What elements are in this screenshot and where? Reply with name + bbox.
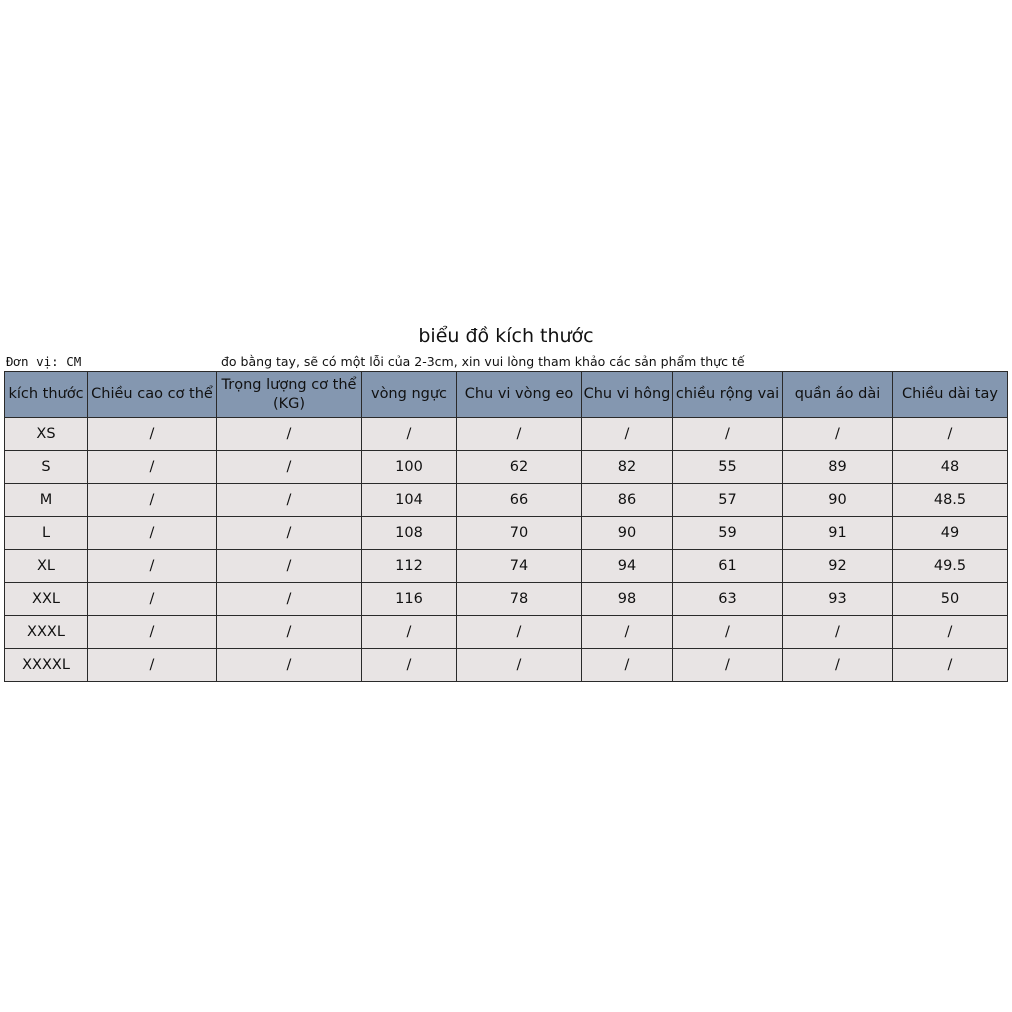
table-header-row: [5, 372, 1008, 418]
column-header: Chiều dài tay: [893, 372, 1008, 418]
table-row: [5, 616, 1008, 649]
table-row: [5, 484, 1008, 517]
table-cell: 91: [783, 517, 893, 550]
table-cell: /: [783, 649, 893, 682]
column-header: quần áo dài: [783, 372, 893, 418]
table-cell: /: [217, 517, 362, 550]
table-cell: 89: [783, 451, 893, 484]
table-cell: 82: [582, 451, 673, 484]
table-cell: /: [217, 550, 362, 583]
table-cell: 74: [457, 550, 582, 583]
column-header: Chiều cao cơ thể: [88, 372, 217, 418]
table-cell: 92: [783, 550, 893, 583]
size-table: [4, 371, 1008, 682]
size-label-cell: XXXXL: [5, 649, 88, 682]
table-cell: /: [893, 616, 1008, 649]
table-cell: 78: [457, 583, 582, 616]
table-cell: 62: [457, 451, 582, 484]
table-cell: 112: [362, 550, 457, 583]
size-label-cell: XXXL: [5, 616, 88, 649]
table-cell: /: [88, 418, 217, 451]
size-label-cell: XXL: [5, 583, 88, 616]
table-cell: /: [783, 418, 893, 451]
table-cell: 55: [673, 451, 783, 484]
measurement-note: đo bằng tay, sẽ có một lỗi của 2-3cm, xin vui lòng tham khảo các sản phẩm thực tế: [221, 354, 745, 369]
table-cell: 48: [893, 451, 1008, 484]
table-cell: /: [88, 583, 217, 616]
table-cell: 48.5: [893, 484, 1008, 517]
table-row: [5, 583, 1008, 616]
table-row: [5, 550, 1008, 583]
table-row: [5, 418, 1008, 451]
table-cell: /: [217, 649, 362, 682]
table-cell: /: [457, 649, 582, 682]
column-header: vòng ngực: [362, 372, 457, 418]
table-cell: /: [582, 418, 673, 451]
table-cell: /: [362, 418, 457, 451]
size-label-cell: S: [5, 451, 88, 484]
table-cell: 59: [673, 517, 783, 550]
table-cell: /: [783, 616, 893, 649]
table-cell: 66: [457, 484, 582, 517]
unit-label: Đơn vị: CM: [6, 354, 82, 369]
table-cell: /: [217, 451, 362, 484]
table-cell: /: [893, 649, 1008, 682]
table-cell: /: [582, 616, 673, 649]
table-cell: 49.5: [893, 550, 1008, 583]
table-cell: /: [673, 418, 783, 451]
table-cell: /: [893, 418, 1008, 451]
table-cell: 49: [893, 517, 1008, 550]
table-row: [5, 649, 1008, 682]
table-row: [5, 451, 1008, 484]
table-cell: 100: [362, 451, 457, 484]
column-header: Trọng lượng cơ thể (KG): [217, 372, 362, 418]
table-cell: /: [457, 616, 582, 649]
size-label-cell: XS: [5, 418, 88, 451]
table-cell: /: [88, 484, 217, 517]
table-cell: /: [362, 649, 457, 682]
table-cell: /: [457, 418, 582, 451]
chart-title: biểu đồ kích thước: [418, 325, 594, 347]
table-cell: /: [217, 616, 362, 649]
table-cell: /: [217, 583, 362, 616]
table-cell: /: [88, 550, 217, 583]
size-label-cell: M: [5, 484, 88, 517]
column-header: kích thước: [5, 372, 88, 418]
table-cell: 104: [362, 484, 457, 517]
column-header: Chu vi hông: [582, 372, 673, 418]
column-header: Chu vi vòng eo: [457, 372, 582, 418]
table-cell: 94: [582, 550, 673, 583]
table-cell: /: [217, 484, 362, 517]
table-cell: 57: [673, 484, 783, 517]
table-cell: /: [673, 649, 783, 682]
table-row: [5, 517, 1008, 550]
table-cell: 108: [362, 517, 457, 550]
size-label-cell: XL: [5, 550, 88, 583]
table-cell: 90: [783, 484, 893, 517]
table-cell: 50: [893, 583, 1008, 616]
table-cell: 61: [673, 550, 783, 583]
table-cell: /: [88, 616, 217, 649]
table-cell: 63: [673, 583, 783, 616]
table-cell: 116: [362, 583, 457, 616]
table-cell: /: [88, 517, 217, 550]
table-cell: 86: [582, 484, 673, 517]
table-cell: 70: [457, 517, 582, 550]
table-body: [5, 418, 1008, 682]
size-label-cell: L: [5, 517, 88, 550]
table-cell: /: [673, 616, 783, 649]
table-cell: /: [362, 616, 457, 649]
table-cell: /: [582, 649, 673, 682]
table-cell: 98: [582, 583, 673, 616]
table-cell: /: [88, 649, 217, 682]
table-cell: /: [88, 451, 217, 484]
table-cell: 93: [783, 583, 893, 616]
table-cell: /: [217, 418, 362, 451]
table-cell: 90: [582, 517, 673, 550]
column-header: chiều rộng vai: [673, 372, 783, 418]
